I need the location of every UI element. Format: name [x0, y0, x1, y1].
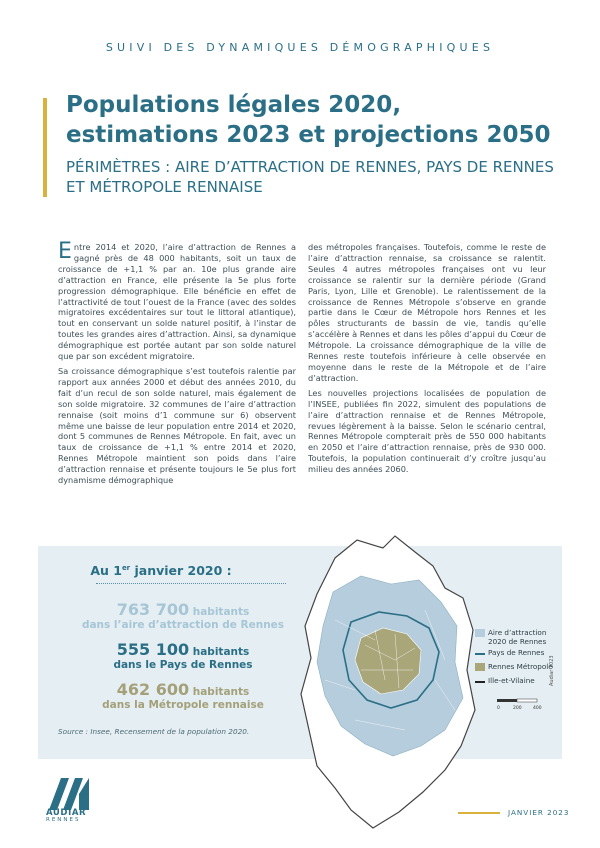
- page-title: [66, 90, 576, 150]
- legend-aire-swatch: [475, 629, 485, 637]
- legend-aire-label: Aire d’attraction 2020 de Rennes: [488, 628, 547, 646]
- legend-metro-label: Rennes Métropole: [488, 662, 553, 671]
- logo-city: RENNES: [46, 817, 81, 823]
- article-column-left: [58, 239, 296, 490]
- scale-0: 0: [497, 706, 500, 710]
- key-figures-heading: [86, 563, 236, 578]
- article-body: [58, 239, 554, 527]
- scale-segment-2: [517, 699, 537, 702]
- stat-metropole-number: 462 600: [116, 680, 190, 699]
- stat-pays-unit: habitants: [189, 646, 250, 658]
- legend-ille-label: Ille-et-Vilaine: [488, 676, 535, 685]
- source-note: Source : Insee, Recensement de la population 2020.: [58, 727, 250, 736]
- heading-prefix: Au 1: [90, 563, 122, 578]
- article-column-right: [308, 242, 546, 479]
- stat-pays-number: 555 100: [116, 640, 190, 659]
- legend-ille-line: [475, 681, 485, 683]
- stat-metropole: [58, 680, 308, 712]
- title-accent-bar: [43, 98, 47, 197]
- map-scale-bar: [495, 698, 555, 710]
- title-line-1: Populations légales 2020,: [66, 92, 402, 118]
- stat-aire-label: dans l’aire d’attraction de Rennes: [81, 619, 285, 631]
- legend-pays-label: Pays de Rennes: [488, 648, 545, 657]
- page-subtitle: PÉRIMÈTRES : AIRE D’ATTRACTION DE RENNES, PAYS DE RENNES ET MÉTROPOLE RENNAISE: [66, 158, 554, 196]
- paragraph-1: [58, 239, 296, 362]
- paragraph-4: Les nouvelles projections localisées de population de l’INSEE, publiées fin 2022, simulent des populations de l’aire d’attraction rennaise et de Rennes Métropole, revues légèrement à la baisse. Selon le scénario central, Rennes Métropole compterait près de 550 000 habitants en 2050 et l’aire d’attraction rennaise, près de 930 000. Toutefois, la population continuerait d’y croître jusqu’au milieu des années 2060.: [308, 387, 546, 475]
- heading-ordinal: er: [121, 563, 131, 572]
- stat-pays-label: dans le Pays de Rennes: [113, 659, 253, 671]
- scale-400: 400: [533, 706, 542, 710]
- legend-aire: [475, 628, 565, 646]
- legend-metro-swatch: [475, 663, 485, 671]
- stat-metropole-unit: habitants: [189, 686, 250, 698]
- logo-name: AUDIAR: [46, 808, 87, 818]
- stat-aire-number: 763 700: [116, 600, 190, 619]
- ille-et-vilaine-map: [295, 530, 480, 835]
- scale-200: 200: [513, 706, 522, 710]
- stat-metropole-label: dans la Métropole rennaise: [102, 699, 264, 711]
- publication-date: JANVIER 2023: [508, 808, 570, 817]
- dotted-divider: [96, 583, 286, 584]
- scale-segment-1: [497, 699, 517, 702]
- stat-aire-unit: habitants: [189, 606, 250, 618]
- heading-suffix: janvier 2020 :: [130, 563, 232, 578]
- drop-cap: E: [58, 239, 72, 264]
- legend-pays-line: [475, 653, 485, 655]
- stat-pays-rennes: [58, 640, 308, 672]
- title-line-2: estimations 2023 et projections 2050: [66, 122, 551, 148]
- paragraph-3: des métropoles françaises. Toutefois, comme le reste de l’aire d’attraction rennaise, sa croissance se ralentit. Seules 4 autres métropoles françaises ont vu leur croissance se ralentir sur la dernière période (Grand Paris, Lyon, Lille et Grenoble). Le ralentissement de la croissance de Rennes Métropole s’observe en grande partie dans le Cœur de Métropole hors Rennes et les pôles structurants de bassin de vie, tandis qu’elle s’accélère à Rennes et dans les pôles d’appui du Cœur de Métropole. La croissance démographique de la ville de Rennes reste toutefois inférieure à celle observée en moyenne dans le reste de la Métropole et de l’aire d’attraction.: [308, 242, 546, 383]
- paragraph-2: Sa croissance démographique s’est toutefois ralentie par rapport aux années 2000 et début des années 2010, du fait d’un recul de son solde naturel, mais également de son solde migratoire. 32 communes de l’aire d’attraction rennaise (soit moins d’1 commune sur 6) observent même une baisse de leur population entre 2014 et 2020, dont 5 communes de Rennes Métropole. En fait, avec un taux de croissance de +1,1 % entre 2014 et 2020, Rennes Métropole maintient son poids dans l’aire d’attraction rennaise et présente toujours le 5e plus fort dynamisme démographique: [58, 365, 296, 486]
- footer-accent-line: [458, 812, 500, 814]
- section-kicker: SUIVI DES DYNAMIQUES DÉMOGRAPHIQUES: [105, 41, 495, 54]
- paragraph-1-text: ntre 2014 et 2020, l’aire d’attraction de Rennes a gagné près de 48 000 habitants, soit un taux de croissance de +1,1 % par an. 10e plus grande aire d’attraction en France, elle présente la 5e plus forte progression démographique. Elle bénéficie en effet de l’attractivité de tout l’ouest de la France (avec des soldes migratoires excédentaires sur tout le littoral atlantique), tout en conservant un solde naturel positif, à l’instar de toutes les grandes aires d’attraction. Ainsi, sa dynamique démographique est portée autant par son solde naturel que par son excédent migratoire.: [58, 242, 296, 362]
- stat-aire-attraction: [58, 600, 308, 632]
- map-credit: Audiar 2023: [549, 655, 555, 686]
